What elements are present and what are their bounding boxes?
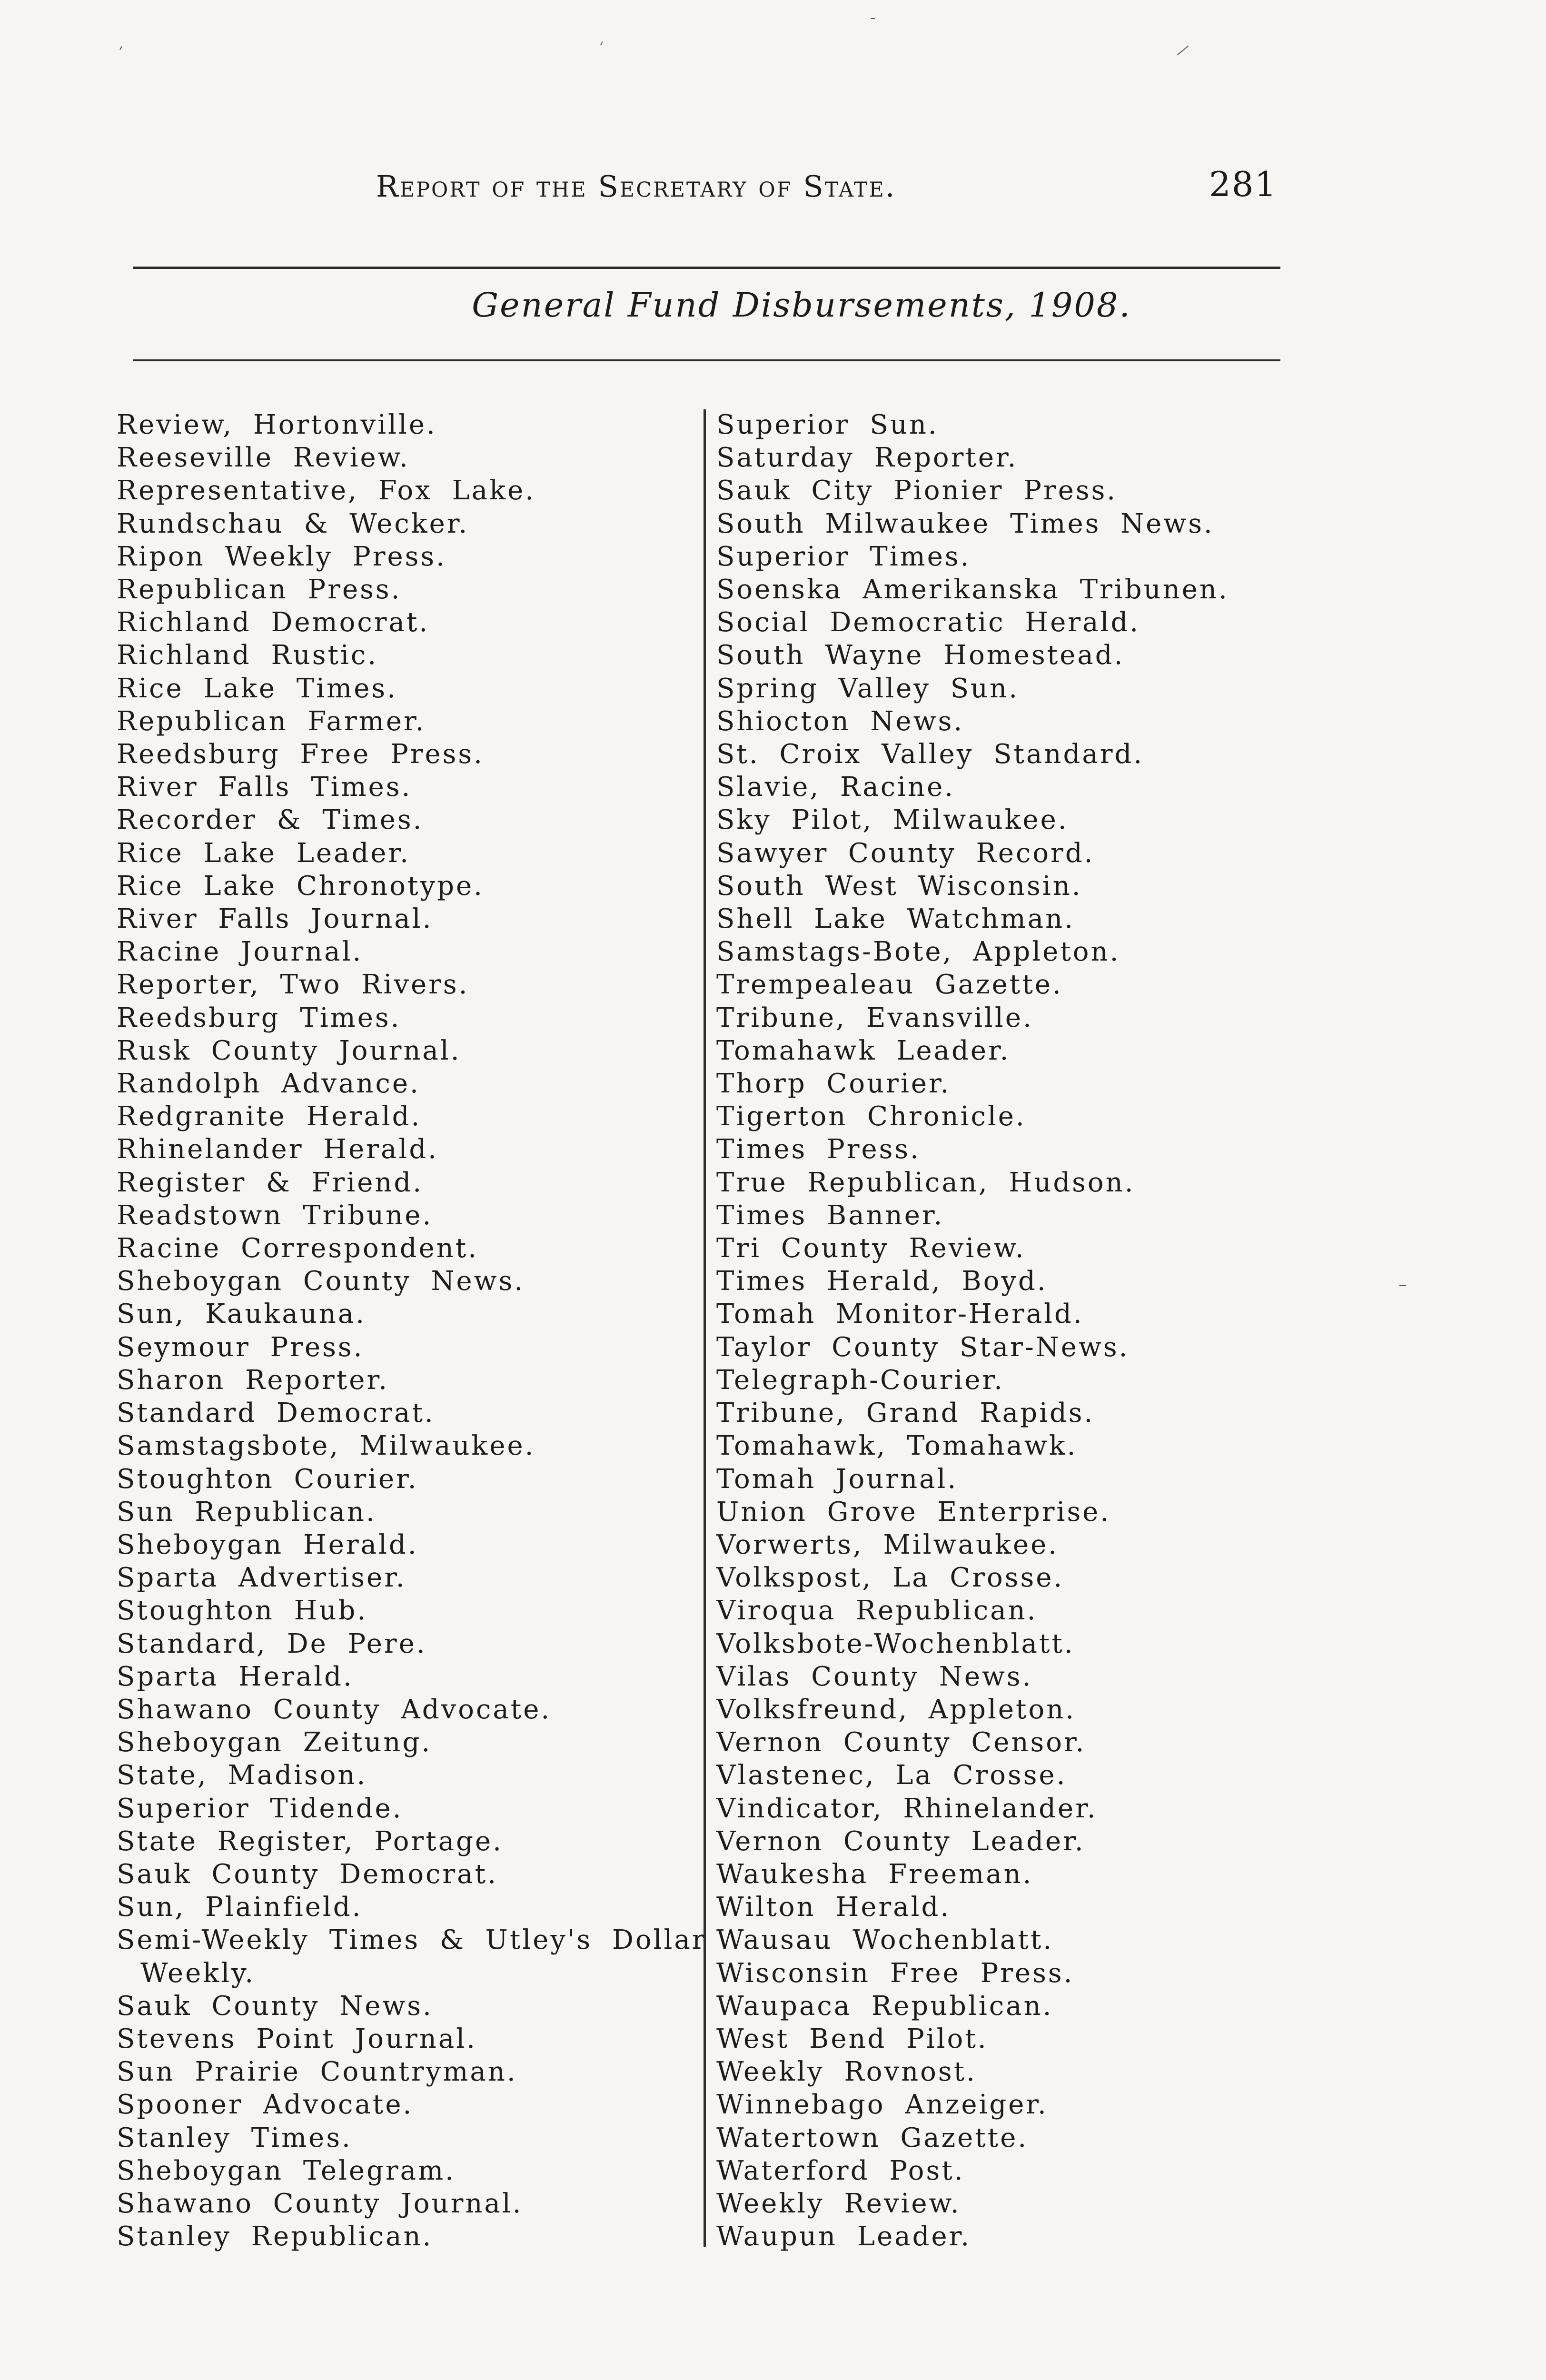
list-item: St. Croix Valley Standard. — [716, 739, 1144, 770]
list-item: Superior Tidende. — [117, 1793, 403, 1824]
list-item: Times Press. — [716, 1134, 921, 1165]
scan-speck — [119, 46, 122, 50]
list-item: Telegraph-Courier. — [716, 1364, 1004, 1396]
list-item: Wilton Herald. — [716, 1892, 951, 1923]
list-item: Soenska Amerikanska Tribunen. — [716, 574, 1229, 605]
list-item: Shawano County Journal. — [117, 2188, 523, 2219]
list-item: Stoughton Courier. — [117, 1463, 418, 1495]
column-divider — [704, 409, 706, 2247]
list-item: Times Banner. — [716, 1200, 944, 1231]
list-item: Rusk County Journal. — [117, 1035, 461, 1066]
list-item: Weekly Rovnost. — [716, 2056, 977, 2088]
list-item: Watertown Gazette. — [716, 2122, 1029, 2153]
left-column — [117, 408, 707, 2253]
scan-speck — [871, 18, 875, 19]
list-item: Review, Hortonville. — [117, 409, 437, 440]
list-item: Vlastenec, La Crosse. — [716, 1760, 1067, 1791]
list-item: Waukesha Freeman. — [716, 1858, 1033, 1890]
list-item: Union Grove Enterprise. — [716, 1496, 1111, 1527]
list-item: Redgranite Herald. — [117, 1101, 422, 1132]
list-item: Waterford Post. — [716, 2155, 965, 2186]
list-item: Racine Journal. — [117, 936, 363, 968]
running-head: Report of the Secretary of State. — [376, 169, 896, 204]
list-item: Sheboygan Herald. — [117, 1529, 418, 1560]
list-item: Sharon Reporter. — [117, 1364, 389, 1396]
list-item: Reedsburg Free Press. — [117, 739, 484, 770]
list-item: Thorp Courier. — [716, 1068, 951, 1100]
list-item: Stanley Republican. — [117, 2221, 433, 2252]
bottom-rule — [133, 359, 1280, 361]
list-item: Rice Lake Leader. — [117, 837, 410, 869]
list-item: Vindicator, Rhinelander. — [716, 1793, 1098, 1824]
list-item: Wisconsin Free Press. — [716, 1957, 1074, 1989]
scan-speck — [600, 41, 603, 45]
list-item: Shiocton News. — [716, 705, 964, 737]
scan-speck — [1399, 1285, 1406, 1286]
list-item: Vernon County Censor. — [716, 1727, 1086, 1758]
list-item: Shawano County Advocate. — [117, 1694, 552, 1725]
list-item: Register & Friend. — [117, 1167, 424, 1198]
list-item: Recorder & Times. — [117, 804, 424, 836]
list-item: State, Madison. — [117, 1760, 367, 1791]
list-item: Stevens Point Journal. — [117, 2023, 477, 2054]
list-item: Volksbote-Wochenblatt. — [716, 1628, 1075, 1659]
list-item: Spooner Advocate. — [117, 2089, 414, 2121]
list-item: Sky Pilot, Milwaukee. — [716, 804, 1069, 836]
list-item: Republican Press. — [117, 574, 402, 605]
list-item: Standard, De Pere. — [117, 1628, 427, 1659]
list-item: Superior Times. — [716, 541, 971, 572]
list-item: Sawyer County Record. — [716, 837, 1095, 869]
list-item: Sauk County News. — [117, 1990, 433, 2022]
list-item: Times Herald, Boyd. — [716, 1266, 1048, 1297]
list-item: West Bend Pilot. — [716, 2023, 988, 2054]
list-item: Richland Democrat. — [117, 607, 430, 638]
list-item: Sheboygan Telegram. — [117, 2155, 456, 2186]
list-item: Weekly Review. — [716, 2188, 961, 2219]
list-item: State Register, Portage. — [117, 1825, 503, 1857]
list-item: Seymour Press. — [117, 1331, 364, 1363]
list-item: Sparta Herald. — [117, 1661, 354, 1692]
list-item: Standard Democrat. — [117, 1398, 435, 1429]
list-item: Taylor County Star-News. — [716, 1331, 1130, 1363]
list-item: Viroqua Republican. — [716, 1595, 1038, 1626]
list-item: Saturday Reporter. — [716, 442, 1018, 474]
list-item: Reeseville Review. — [117, 442, 410, 474]
list-item: Sun, Kaukauna. — [117, 1299, 367, 1330]
list-item: Sparta Advertiser. — [117, 1562, 406, 1594]
list-item: River Falls Times. — [117, 772, 412, 803]
list-item: Tribune, Grand Rapids. — [716, 1398, 1095, 1429]
list-item: Semi-Weekly Times & Utley's Dollar Weekly. — [117, 1924, 707, 1989]
list-item: Sauk County Democrat. — [117, 1858, 498, 1890]
list-item: Tomahawk Leader. — [716, 1035, 1011, 1066]
list-item: Rice Lake Chronotype. — [117, 870, 484, 902]
list-item: Rice Lake Times. — [117, 673, 397, 704]
list-item: Tomahawk, Tomahawk. — [716, 1430, 1078, 1462]
list-item: Sun Prairie Countryman. — [117, 2056, 517, 2088]
list-item: Readstown Tribune. — [117, 1200, 433, 1231]
list-item: Vernon County Leader. — [716, 1825, 1085, 1857]
list-item: Volkspost, La Crosse. — [716, 1562, 1064, 1594]
list-item: Richland Rustic. — [117, 640, 378, 671]
right-column — [716, 408, 1526, 2253]
list-item: Sun, Plainfield. — [117, 1892, 363, 1923]
list-item: River Falls Journal. — [117, 903, 433, 935]
list-item: South Wayne Homestead. — [716, 640, 1125, 671]
list-item: South West Wisconsin. — [716, 870, 1082, 902]
page-number: 281 — [1209, 164, 1278, 204]
list-item: Sun Republican. — [117, 1496, 377, 1527]
list-item: Samstagsbote, Milwaukee. — [117, 1430, 535, 1462]
list-item: South Milwaukee Times News. — [716, 508, 1214, 539]
list-item: Reedsburg Times. — [117, 1002, 401, 1033]
list-item: Randolph Advance. — [117, 1068, 420, 1100]
scan-speck — [1177, 46, 1189, 56]
list-item: Representative, Fox Lake. — [117, 475, 536, 506]
list-item: Shell Lake Watchman. — [716, 903, 1075, 935]
list-item: Tri County Review. — [716, 1233, 1026, 1264]
list-item: Reporter, Two Rivers. — [117, 969, 469, 1001]
list-item: Volksfreund, Appleton. — [716, 1694, 1076, 1725]
list-item: Trempealeau Gazette. — [716, 969, 1063, 1001]
list-item: Tomah Journal. — [716, 1463, 958, 1495]
top-rule — [133, 267, 1280, 269]
list-item: Samstags-Bote, Appleton. — [716, 936, 1120, 968]
section-title: General Fund Disbursements, 1908. — [472, 286, 1131, 325]
list-item: Rundschau & Wecker. — [117, 508, 469, 539]
list-item: Vilas County News. — [716, 1661, 1033, 1692]
list-item: Stoughton Hub. — [117, 1595, 368, 1626]
list-item: Tigerton Chronicle. — [716, 1101, 1026, 1132]
list-item: True Republican, Hudson. — [716, 1167, 1135, 1198]
list-item: Waupun Leader. — [716, 2221, 971, 2252]
list-item: Tribune, Evansville. — [716, 1002, 1033, 1033]
list-item: Sheboygan County News. — [117, 1266, 525, 1297]
list-item: Tomah Monitor-Herald. — [716, 1299, 1084, 1330]
list-item: Sheboygan Zeitung. — [117, 1727, 432, 1758]
list-item: Ripon Weekly Press. — [117, 541, 446, 572]
list-item: Racine Correspondent. — [117, 1233, 479, 1264]
list-item: Sauk City Pionier Press. — [716, 475, 1118, 506]
list-item: Winnebago Anzeiger. — [716, 2089, 1048, 2121]
list-item: Rhinelander Herald. — [117, 1134, 438, 1165]
list-item: Waupaca Republican. — [716, 1990, 1053, 2022]
list-item: Slavie, Racine. — [716, 772, 955, 803]
list-item: Wausau Wochenblatt. — [716, 1924, 1054, 1956]
list-item: Social Democratic Herald. — [716, 607, 1140, 638]
list-item: Superior Sun. — [716, 409, 939, 440]
list-item: Spring Valley Sun. — [716, 673, 1019, 704]
list-item: Stanley Times. — [117, 2122, 352, 2153]
list-item: Republican Farmer. — [117, 705, 426, 737]
list-item: Vorwerts, Milwaukee. — [716, 1529, 1059, 1560]
